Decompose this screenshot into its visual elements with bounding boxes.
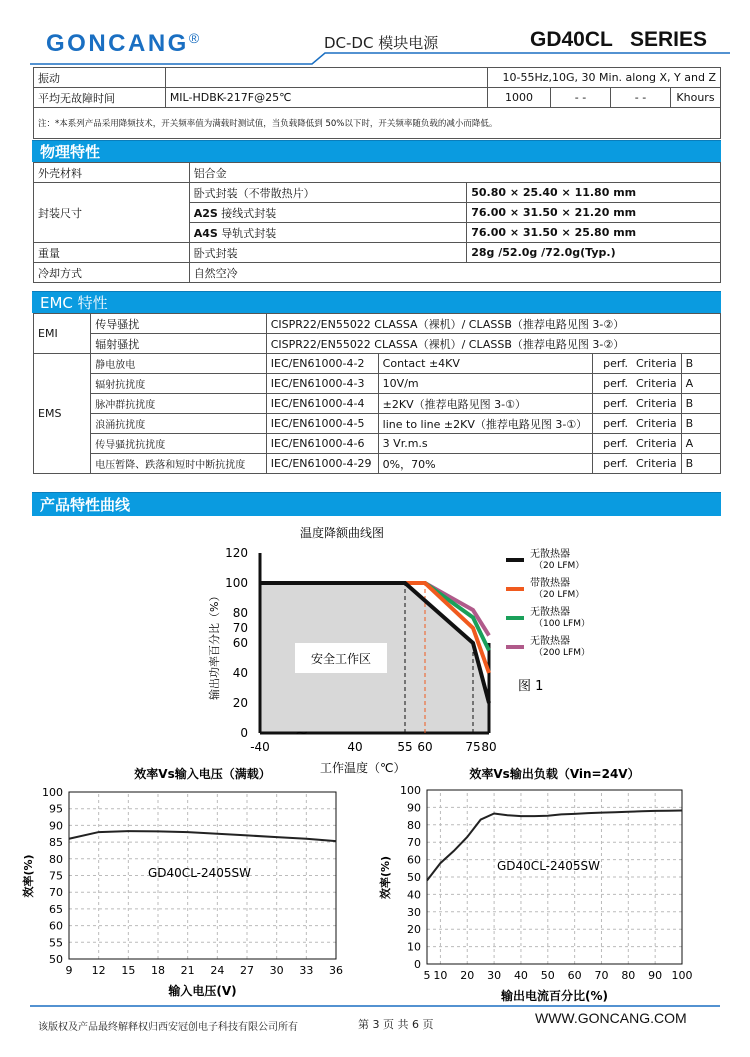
mtbf-dash: - - [551,88,611,108]
section-header-emc: EMC 特性 [32,291,721,313]
emc-item: 辐射骚扰 [91,334,267,354]
footer-rule [30,1004,720,1008]
x-tick-label: 60 [567,969,582,982]
table-row [34,354,721,374]
y-tick-label: 0 [240,726,248,740]
x-axis-label: 输出电流百分比(%) [501,989,608,1002]
table-row [34,334,721,354]
physical-table [33,162,721,283]
y-tick-label: 60 [232,636,248,650]
x-tick-label: 30 [487,969,502,982]
y-tick-label: 20 [232,696,248,710]
y-tick-label: 100 [225,576,248,590]
emc-standard: IEC/EN61000-4-3 [266,374,378,394]
safe-area-label: 安全工作区 [310,652,372,666]
emc-standard: IEC/EN61000-4-29 [266,454,378,474]
y-tick-label: 65 [49,902,63,916]
emc-grade: B [681,454,720,474]
x-tick-label: 40 [513,969,528,982]
x-tick-label: 80 [621,969,636,982]
emc-item: 传导骚扰 [91,314,267,334]
emc-criteria: Criteria [632,434,681,454]
emc-table [33,313,721,474]
x-tick-label: 10 [433,969,448,982]
emc-criteria: Criteria [632,454,681,474]
x-tick-label: 9 [65,964,73,977]
x-tick-label: 55 [397,740,413,754]
emc-level: ±2KV（推荐电路见图 3-①） [378,394,592,414]
y-tick-label: 70 [232,621,248,635]
emc-standard: IEC/EN61000-4-6 [266,434,378,454]
emi-label: EMI [34,314,91,354]
x-tick-label: 18 [151,964,165,977]
website: WWW.GONCANG.COM [535,1010,687,1026]
chart-title: 效率Vs输出负载（Vin=24V） [469,767,640,781]
y-tick-label: 80 [49,852,63,866]
brand-logo: GONCANG® [46,30,202,57]
x-tick-label: 60 [417,740,433,754]
x-tick-label: 15 [121,964,136,977]
legend-label: 无散热器 [530,636,570,647]
emc-grade: B [681,414,720,434]
x-tick-label: 27 [240,964,254,977]
y-tick-label: 30 [407,905,421,919]
emc-item: 脉冲群抗扰度 [91,394,267,414]
emc-level: 0%，70% [378,454,592,474]
y-tick-label: 60 [407,853,421,867]
product-subtitle: DC-DC 模块电源 [324,34,439,52]
y-tick-label: 40 [232,666,248,680]
x-tick-label: 80 [481,740,497,754]
emc-perf: perf. [592,454,632,474]
package-a4s-dim: 76.00 × 31.50 × 25.80 mm [467,223,721,243]
package-a2s-dim: 76.00 × 31.50 × 21.20 mm [467,203,721,223]
package-a2s: A2S 接线式封装 [189,203,467,223]
mtbf-unit: Khours [670,88,720,108]
package-a4s: A4S 导轨式封装 [189,223,467,243]
package-horizontal: 卧式封装（不带散热片） [189,183,467,203]
emc-perf: perf. [592,354,632,374]
emc-item: 浪涌抗扰度 [91,414,267,434]
y-tick-label: 80 [407,818,421,832]
emc-level: 3 Vr.m.s [378,434,592,454]
y-tick-label: 95 [49,802,63,816]
x-tick-label: 21 [180,964,195,977]
emc-perf: perf. [592,414,632,434]
vibration-label: 振动 [34,68,166,88]
cooling-label: 冷却方式 [34,263,190,283]
y-tick-label: 40 [407,888,421,902]
table-row [34,454,721,474]
annotation-label: GD40CL-2405SW [497,859,601,873]
efficiency-vs-load-chart [375,762,715,1002]
efficiency-vs-input-chart [18,762,368,1002]
table-row [34,434,721,454]
emc-grade: B [681,354,720,374]
y-tick-label: 90 [407,801,421,815]
emc-criteria: Criteria [632,374,681,394]
emc-level: 10V/m [378,374,592,394]
emc-standard: IEC/EN61000-4-4 [266,394,378,414]
emc-perf: perf. [592,434,632,454]
y-tick-label: 75 [49,869,63,883]
emc-standard: CISPR22/EN55022 CLASSA（裸机）/ CLASSB（推荐电路见图 3-②） [266,314,720,334]
section-header-physical: 物理特性 [32,140,721,162]
x-tick-label: 24 [210,964,225,977]
legend-label: 无散热器 [530,549,570,560]
mtbf-value: 1000 [488,88,551,108]
x-tick-label: 100 [671,969,693,982]
x-axis-label: 输入电压(V) [168,984,237,998]
y-tick-label: 100 [42,786,63,799]
table-row [34,374,721,394]
y-axis-label: 输出功率百分比（%） [208,590,221,700]
figure-label: 图 1 [518,679,544,694]
table-row [34,314,721,334]
legend-label: 带散热器 [530,578,570,589]
emc-criteria: Criteria [632,414,681,434]
legend-airflow: （200 LFM） [534,648,590,658]
emc-level: Contact ±4KV [378,354,592,374]
emc-item: 静电放电 [91,354,267,374]
mtbf-label: 平均无故障时间 [34,88,166,108]
y-tick-label: 20 [407,923,421,937]
weight-package: 卧式封装 [189,243,467,263]
x-tick-label: 40 [347,740,363,754]
mtbf-standard: MIL-HDBK-217F@25℃ [165,88,487,108]
emc-perf: perf. [592,374,632,394]
emc-standard: IEC/EN61000-4-5 [266,414,378,434]
y-tick-label: 120 [225,546,248,560]
x-axis-label: 工作温度（℃） [320,761,406,775]
emc-standard: IEC/EN61000-4-2 [266,354,378,374]
y-tick-label: 55 [49,936,63,950]
x-tick-label: 50 [540,969,555,982]
package-size-label: 封装尺寸 [34,183,190,243]
y-axis-label: 效率(%) [22,854,35,898]
emc-grade: A [681,434,720,454]
efficiency-line [69,831,336,841]
series-title: GD40CL SERIES [530,28,708,51]
x-tick-label: 20 [460,969,475,982]
emc-criteria: Criteria [632,354,681,374]
page-number: 第 3 页 共 6 页 [358,1018,434,1031]
legend-label: 无散热器 [530,607,570,618]
chart-title: 温度降额曲线图 [300,526,385,540]
package-horizontal-dim: 50.80 × 25.40 × 11.80 mm [467,183,721,203]
y-tick-label: 70 [407,836,421,850]
derating-chart [200,520,620,780]
frequency-note: 注：*本系列产品采用降频技术，开关频率值为满载时测试值，当负载降低到 50%以下时，开关频率随负载的减小而降低。 [34,108,721,139]
y-axis-label: 效率(%) [379,855,392,899]
header-rule [30,52,730,66]
emc-item: 传导骚扰抗扰度 [91,434,267,454]
annotation-label: GD40CL-2405SW [148,866,252,880]
x-tick-label: 12 [91,964,106,977]
weight-value: 28g /52.0g /72.0g(Typ.) [467,243,721,263]
emc-criteria: Criteria [632,394,681,414]
x-tick-label: 36 [329,964,343,977]
emc-item: 辐射抗扰度 [91,374,267,394]
emc-standard: CISPR22/EN55022 CLASSA（裸机）/ CLASSB（推荐电路见图 3-②） [266,334,720,354]
y-tick-label: 85 [49,836,63,850]
x-tick-label: 30 [269,964,284,977]
y-tick-label: 50 [407,871,421,884]
legend-airflow: （20 LFM） [534,561,585,571]
y-tick-label: 60 [49,919,63,933]
y-tick-label: 0 [414,958,421,971]
vibration-value: 10-55Hz,10G, 30 Min. along X, Y and Z [488,68,721,88]
ems-label: EMS [34,354,91,474]
emc-perf: perf. [592,394,632,414]
cooling-value: 自然空冷 [189,263,720,283]
section-header-curves: 产品特性曲线 [32,492,721,516]
table-row [34,414,721,434]
emc-item: 电压暂降、跌落和短时中断抗扰度 [91,454,267,474]
case-material-label: 外壳材料 [34,163,190,183]
table-row [34,394,721,414]
x-tick-label: 70 [594,969,609,982]
mtbf-dash: - - [611,88,671,108]
x-tick-label: 90 [648,969,663,982]
emc-grade: B [681,394,720,414]
x-tick-label: 33 [299,964,314,977]
case-material-value: 铝合金 [189,163,720,183]
x-tick-label: 75 [465,740,481,754]
legend-airflow: （20 LFM） [534,590,585,600]
y-tick-label: 50 [49,953,63,966]
vibration-blank [165,68,487,88]
y-tick-label: 100 [400,784,421,797]
y-tick-label: 10 [407,940,421,954]
emc-level: line to line ±2KV（推荐电路见图 3-①） [378,414,592,434]
x-tick-label: -40 [250,740,270,754]
y-tick-label: 70 [49,886,63,900]
emc-grade: A [681,374,720,394]
legend-airflow: （100 LFM） [534,619,590,629]
environment-table [33,67,721,139]
x-tick-label: 5 [423,969,431,982]
copyright: 该版权及产品最终解释权归西安冠创电子科技有限公司所有 [38,1022,298,1033]
weight-label: 重量 [34,243,190,263]
y-tick-label: 90 [49,819,63,833]
chart-title: 效率Vs输入电压（满载） [134,767,271,781]
y-tick-label: 80 [232,606,248,620]
axis-break-mark: ~ [295,723,309,742]
